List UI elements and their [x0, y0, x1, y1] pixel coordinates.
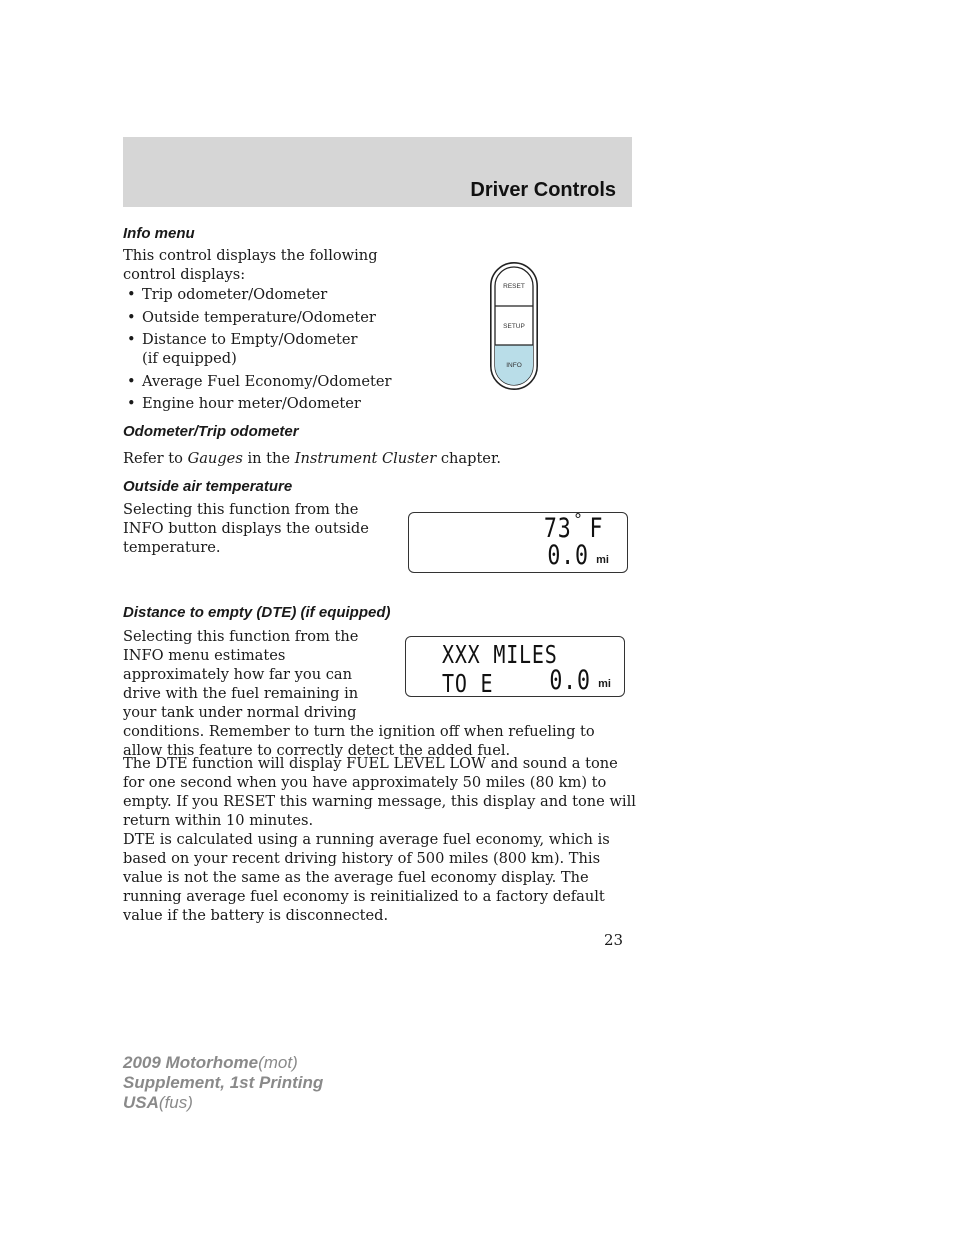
dte-distance-unit: mi: [598, 678, 611, 690]
dte-text-2: The DTE function will display FUEL LEVEL LOW and sound a tone for one second when you have approximately 50 miles (80 km) to empty. If you RESET this warning message, this display and tone will return within 10 minutes.: [123, 755, 636, 829]
footer-print-info: 2009 Motorhome(mot) Supplement, 1st Printing USA(fus): [123, 1053, 324, 1112]
outside-temp-heading: Outside air temperature: [123, 478, 293, 495]
dte-distance-value: 0.0: [549, 665, 591, 696]
list-item: • Engine hour meter/Odometer: [123, 394, 391, 413]
setup-button[interactable]: SETUP: [503, 323, 525, 330]
odometer-unit: mi: [596, 554, 609, 566]
info-menu-heading: Info menu: [123, 225, 195, 242]
outside-temp-text: Selecting this function from the INFO button displays the outside temperature.: [123, 501, 369, 556]
odometer-heading: Odometer/Trip odometer: [123, 423, 299, 440]
reset-button[interactable]: RESET: [503, 283, 525, 290]
info-button[interactable]: INFO: [506, 362, 522, 369]
list-item: • Trip odometer/Odometer: [123, 285, 391, 304]
dte-heading: Distance to empty (DTE) (if equipped): [123, 604, 391, 621]
section-title: Driver Controls: [470, 179, 616, 201]
temperature-value: 73: [544, 513, 572, 544]
odometer-value: 0.0: [547, 540, 589, 571]
page-number: 23: [604, 931, 624, 949]
degree-symbol: °: [574, 510, 582, 529]
dte-text-1-wrap: [123, 627, 638, 760]
control-button-stack: [490, 262, 538, 390]
odometer-text: Refer to Gauges in the Instrument Cluster chapter.: [123, 450, 501, 467]
dte-message: XXX MILES TO E: [442, 640, 558, 698]
list-item: • Average Fuel Economy/Odometer: [123, 372, 391, 391]
header-band: [123, 137, 632, 207]
list-item: • Outside temperature/Odometer: [123, 308, 391, 327]
temperature-unit: F: [589, 513, 603, 544]
list-item: • Distance to Empty/Odometer (if equipped): [123, 330, 377, 368]
dte-text-1-content: Selecting this function from the INFO menu estimates approximately how far you can drive with the fuel remaining in your tank under normal driving conditions. Remember to turn the ignition off when refueling to allow this feature to correctly detect the added fuel.: [123, 628, 595, 759]
temperature-display: [408, 512, 628, 573]
dte-text-3: DTE is calculated using a running average fuel economy, which is based on your recent driving history of 500 miles (800 km). This value is not the same as the average fuel economy display. The running average fuel economy is reinitialized to a factory default value if the battery is disconnected.: [123, 831, 610, 924]
info-menu-intro: This control displays the following control displays:: [123, 247, 378, 283]
info-menu-list: [123, 285, 391, 417]
